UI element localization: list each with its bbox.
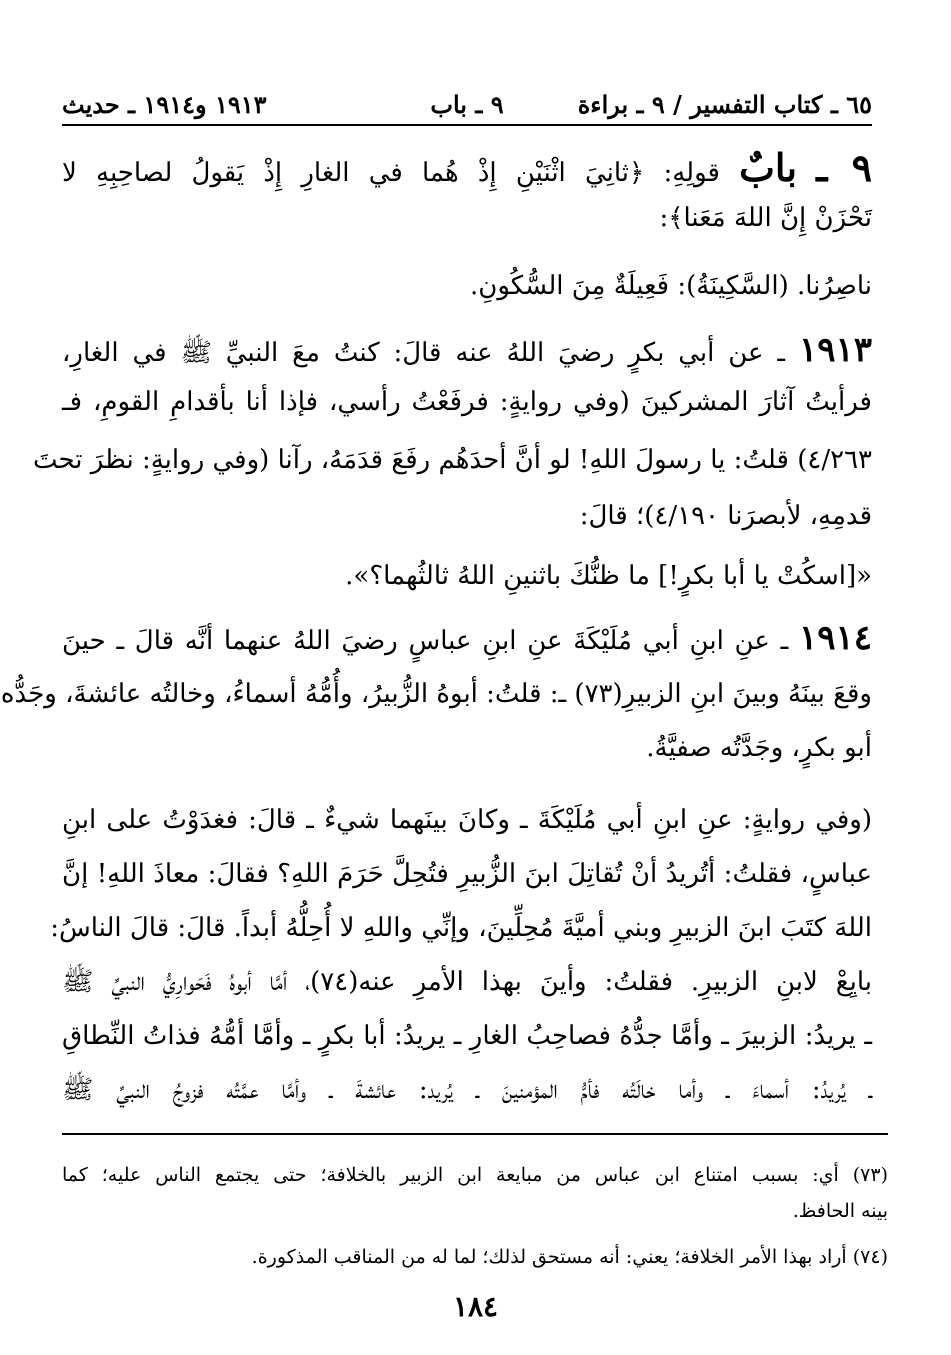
hadith-1913-line-5: «[اسكُتْ يا أبا بكرٍ!] ما ظنُّكَ باثنينِ اللهُ ثالثُهما؟». xyxy=(345,561,872,591)
footnote-73-line-2: بينه الحافظ. xyxy=(792,1200,888,1222)
hadith-1914-text-start: ـ عنِ ابنِ أبي مُلَيْكَةَ عنِ ابنِ عباسٍ رضيَ اللهُ عنهما أنَّه قالَ ـ حينَ xyxy=(62,626,789,656)
footnote-73-line-1: (٧٣) أي: بسبب امتناع ابن عباس من مبايعة ابن الزبير بالخلافة؛ حتى يجتمع الناس عليه؛ كما xyxy=(62,1164,888,1186)
header-section: ٩ ـ باب xyxy=(430,90,504,119)
header-hadith-range: ١٩١٣ و١٩١٤ ـ حديث xyxy=(62,90,267,119)
hadith-1914-line-6: اللهَ كتَبَ ابنَ الزبيرِ وبني أميَّةَ مُحِلِّينَ، وإنِّي واللهِ لا أُحِلُّهُ أبداً. قالَ: قالَ الناسُ: xyxy=(50,913,872,943)
hadith-1914-line-9: ـ يُريدُ: أسماءَ ـ وأما خالَتُه فأمُّ المؤمنينَ ـ يُريد: عائشةَ ـ وأمَّا عمَّتُه فزوجُ النبيِّ ﷺ xyxy=(62,1075,872,1105)
running-header xyxy=(62,84,872,126)
chapter-line-3: ناصِرُنا. (السَّكِينَةُ): فَعِيلَةٌ مِنَ السُّكُونِ. xyxy=(469,271,872,301)
hadith-1914-line-3: أبو بكرٍ، وجَدَّتُه صفيَّةُ. xyxy=(646,733,872,763)
hadith-1914-line-4: (وفي روايةٍ: عنِ ابنِ أبي مُلَيْكَةَ ـ وكانَ بينَهما شيءٌ ـ قالَ: فغدَوْتُ على ابنِ xyxy=(62,805,872,835)
hadith-1913-line-2: فرأيتُ آثارَ المشركينَ (وفي روايةٍ: فرفَعْتُ رأسي، فإذا أنا بأقدامِ القومِ، فـ xyxy=(62,387,872,417)
hadith-1914-line-1 xyxy=(62,618,872,661)
hadith-1914-line-2: وقعَ بينَهُ وبينَ ابنِ الزبيرِ(٧٣) ـ: قلتُ: أبوهُ الزُّبيرُ، وأُمُّهُ أسماءُ، وخالتُه عائشةَ، وجَدُّه xyxy=(0,679,872,709)
chapter-line-1 xyxy=(62,145,873,193)
hadith-1913-number: ١٩١٣ xyxy=(798,330,873,370)
hadith-1914-line-5: عباسٍ، فقلتُ: أتُريدُ أنْ تُقاتِلَ ابنَ الزُّبيرِ فتُحِلَّ حَرَمَ اللهِ؟ فقالَ: معاذَ اللهِ! إنَّ xyxy=(62,859,872,889)
footnote-74: (٧٤) أراد بهذا الأمر الخلافة؛ يعني: أنه مستحق لذلك؛ لما له من المناقب المذكورة. xyxy=(251,1246,888,1268)
chapter-title: بابٌ xyxy=(739,145,798,190)
hadith-1913-line-4: قدمِهِ، لأبصرَنا ٤/١٩٠)؛ قالَ: xyxy=(579,501,872,531)
hadith-1913-line-1 xyxy=(62,330,872,373)
page-number: ١٨٤ xyxy=(452,1290,499,1323)
chapter-number: ٩ ـ xyxy=(816,145,873,190)
hadith-1914-line-7: بايِعْ لابنِ الزبيرِ. فقلتُ: وأينَ بهذا الأمرِ عنه(٧٤)، أمَّا أبوهُ فَحَوارِيُّ النبيِّ ﷺ xyxy=(62,967,872,997)
header-chapter: ٦٥ ـ كتاب التفسير / ٩ ـ براءة xyxy=(577,90,872,119)
footnote-separator xyxy=(62,1133,888,1135)
hadith-1914-line-8: ـ يريدُ: الزبيرَ ـ وأمَّا جدُّهُ فصاحِبُ الغارِ ـ يريدُ: أبا بكرٍ ـ وأمَّا أمُّهُ فذاتُ النِّطاقِ xyxy=(62,1021,872,1051)
hadith-1913-text-start: ـ عن أبي بكرٍ رضيَ اللهُ عنه قالَ: كنتُ معَ النبيِّ ﷺ في الغارِ، xyxy=(62,338,786,368)
hadith-1914-number: ١٩١٤ xyxy=(798,618,873,658)
chapter-verse-start: قولِهِ: ﴿ثانِيَ اثْنَيْنِ إِذْ هُما في الغارِ إِذْ يَقولُ لصاحِبِهِ لا xyxy=(62,158,720,188)
hadith-1913-line-3: ٤/٢٦٣) قلتُ: يا رسولَ اللهِ! لو أنَّ أحدَهُم رفَعَ قدَمَهُ، رآنا (وفي روايةٍ: نظرَ تحتَ xyxy=(32,445,872,475)
chapter-line-2: تَحْزَنْ إِنَّ اللهَ مَعَنا﴾: xyxy=(659,203,872,233)
